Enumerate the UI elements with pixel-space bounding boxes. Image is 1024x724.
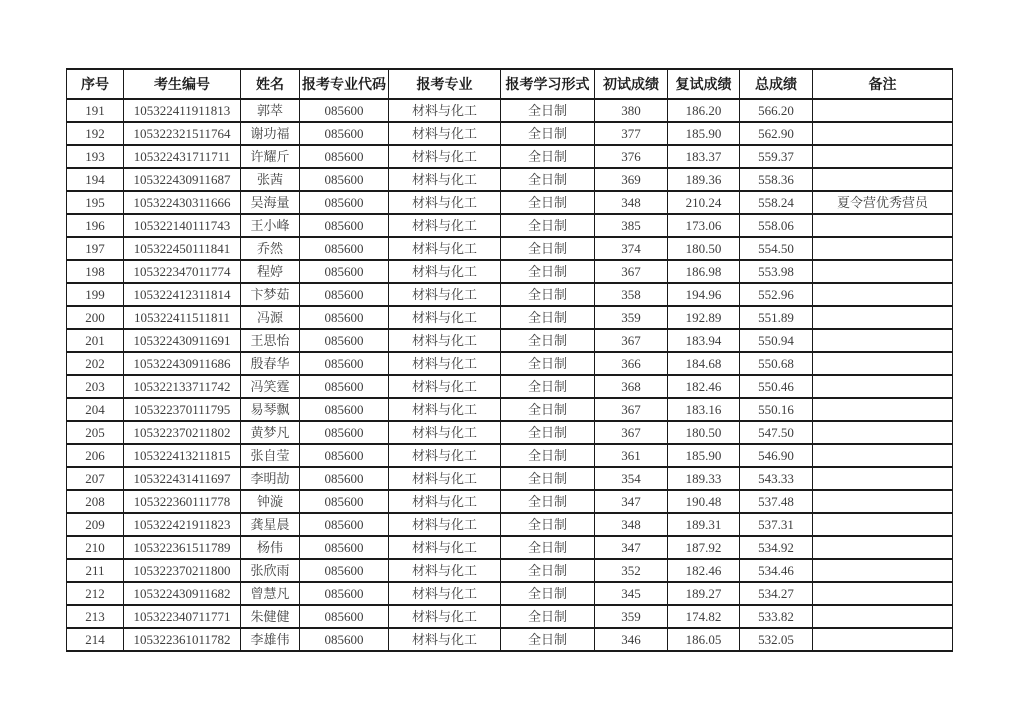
cell-candidate-id: 105322370211800 [124, 559, 241, 582]
cell-study-form: 全日制 [501, 375, 595, 398]
cell-major-code: 085600 [300, 536, 389, 559]
cell-major-code: 085600 [300, 122, 389, 145]
cell-name: 程婷 [241, 260, 300, 283]
cell-candidate-id: 105322140111743 [124, 214, 241, 237]
cell-initial-score: 352 [595, 559, 668, 582]
table-row [67, 145, 953, 168]
cell-major: 材料与化工 [389, 375, 501, 398]
cell-remarks [813, 145, 953, 168]
cell-serial: 203 [67, 375, 124, 398]
cell-total-score: 558.36 [740, 168, 813, 191]
cell-serial: 204 [67, 398, 124, 421]
cell-candidate-id: 105322360111778 [124, 490, 241, 513]
cell-initial-score: 368 [595, 375, 668, 398]
cell-retest-score: 186.98 [668, 260, 740, 283]
cell-initial-score: 367 [595, 329, 668, 352]
cell-study-form: 全日制 [501, 214, 595, 237]
cell-retest-score: 194.96 [668, 283, 740, 306]
table-row [67, 352, 953, 375]
cell-remarks [813, 306, 953, 329]
cell-serial: 209 [67, 513, 124, 536]
cell-total-score: 537.48 [740, 490, 813, 513]
table-row [67, 513, 953, 536]
table-row [67, 191, 953, 214]
cell-major-code: 085600 [300, 260, 389, 283]
cell-serial: 193 [67, 145, 124, 168]
cell-remarks [813, 168, 953, 191]
cell-name: 许耀斤 [241, 145, 300, 168]
cell-initial-score: 367 [595, 260, 668, 283]
cell-remarks [813, 99, 953, 122]
table-row [67, 444, 953, 467]
cell-name: 谢功福 [241, 122, 300, 145]
cell-serial: 210 [67, 536, 124, 559]
cell-initial-score: 369 [595, 168, 668, 191]
cell-name: 李明劼 [241, 467, 300, 490]
cell-total-score: 532.05 [740, 628, 813, 651]
cell-major: 材料与化工 [389, 283, 501, 306]
cell-study-form: 全日制 [501, 513, 595, 536]
cell-serial: 197 [67, 237, 124, 260]
cell-remarks [813, 490, 953, 513]
cell-retest-score: 180.50 [668, 237, 740, 260]
cell-total-score: 552.96 [740, 283, 813, 306]
cell-major: 材料与化工 [389, 99, 501, 122]
cell-serial: 207 [67, 467, 124, 490]
column-header-candidate-id: 考生编号 [124, 69, 241, 99]
cell-retest-score: 180.50 [668, 421, 740, 444]
cell-serial: 201 [67, 329, 124, 352]
cell-serial: 191 [67, 99, 124, 122]
cell-major-code: 085600 [300, 283, 389, 306]
cell-major: 材料与化工 [389, 329, 501, 352]
table-row [67, 260, 953, 283]
cell-serial: 206 [67, 444, 124, 467]
column-header-name: 姓名 [241, 69, 300, 99]
cell-study-form: 全日制 [501, 536, 595, 559]
table-row [67, 329, 953, 352]
cell-candidate-id: 105322431711711 [124, 145, 241, 168]
cell-major: 材料与化工 [389, 467, 501, 490]
cell-candidate-id: 105322412311814 [124, 283, 241, 306]
cell-total-score: 554.50 [740, 237, 813, 260]
cell-total-score: 558.24 [740, 191, 813, 214]
cell-total-score: 551.89 [740, 306, 813, 329]
cell-retest-score: 210.24 [668, 191, 740, 214]
cell-study-form: 全日制 [501, 283, 595, 306]
cell-retest-score: 182.46 [668, 375, 740, 398]
cell-remarks [813, 352, 953, 375]
cell-remarks [813, 398, 953, 421]
cell-serial: 213 [67, 605, 124, 628]
column-header-serial: 序号 [67, 69, 124, 99]
cell-name: 乔然 [241, 237, 300, 260]
cell-major: 材料与化工 [389, 352, 501, 375]
cell-study-form: 全日制 [501, 260, 595, 283]
cell-study-form: 全日制 [501, 628, 595, 651]
cell-retest-score: 182.46 [668, 559, 740, 582]
cell-initial-score: 359 [595, 605, 668, 628]
cell-serial: 196 [67, 214, 124, 237]
cell-major-code: 085600 [300, 467, 389, 490]
cell-total-score: 550.46 [740, 375, 813, 398]
column-header-initial-score: 初试成绩 [595, 69, 668, 99]
cell-candidate-id: 105322430911686 [124, 352, 241, 375]
cell-retest-score: 189.31 [668, 513, 740, 536]
cell-name: 易琴飘 [241, 398, 300, 421]
cell-total-score: 550.16 [740, 398, 813, 421]
table-row [67, 582, 953, 605]
cell-name: 冯笑霆 [241, 375, 300, 398]
cell-major: 材料与化工 [389, 559, 501, 582]
cell-total-score: 566.20 [740, 99, 813, 122]
cell-name: 冯源 [241, 306, 300, 329]
cell-total-score: 543.33 [740, 467, 813, 490]
cell-initial-score: 346 [595, 628, 668, 651]
cell-remarks [813, 260, 953, 283]
cell-major-code: 085600 [300, 559, 389, 582]
cell-serial: 214 [67, 628, 124, 651]
header-row [67, 69, 953, 99]
cell-study-form: 全日制 [501, 237, 595, 260]
cell-initial-score: 348 [595, 191, 668, 214]
cell-candidate-id: 105322347011774 [124, 260, 241, 283]
cell-initial-score: 358 [595, 283, 668, 306]
cell-retest-score: 190.48 [668, 490, 740, 513]
cell-initial-score: 347 [595, 536, 668, 559]
cell-initial-score: 347 [595, 490, 668, 513]
cell-total-score: 537.31 [740, 513, 813, 536]
table-row [67, 490, 953, 513]
cell-remarks [813, 329, 953, 352]
cell-total-score: 534.46 [740, 559, 813, 582]
cell-name: 王小峰 [241, 214, 300, 237]
table-row [67, 168, 953, 191]
cell-retest-score: 187.92 [668, 536, 740, 559]
cell-study-form: 全日制 [501, 122, 595, 145]
cell-major: 材料与化工 [389, 582, 501, 605]
cell-study-form: 全日制 [501, 145, 595, 168]
cell-initial-score: 376 [595, 145, 668, 168]
cell-major: 材料与化工 [389, 513, 501, 536]
cell-total-score: 534.27 [740, 582, 813, 605]
cell-study-form: 全日制 [501, 306, 595, 329]
table-row [67, 214, 953, 237]
cell-name: 钟漩 [241, 490, 300, 513]
cell-initial-score: 374 [595, 237, 668, 260]
cell-study-form: 全日制 [501, 421, 595, 444]
table-row [67, 536, 953, 559]
cell-remarks [813, 283, 953, 306]
cell-name: 张欣雨 [241, 559, 300, 582]
cell-major-code: 085600 [300, 398, 389, 421]
cell-name: 卞梦茹 [241, 283, 300, 306]
cell-initial-score: 377 [595, 122, 668, 145]
cell-major-code: 085600 [300, 375, 389, 398]
table-row [67, 99, 953, 122]
cell-name: 殷春华 [241, 352, 300, 375]
cell-major-code: 085600 [300, 168, 389, 191]
cell-major: 材料与化工 [389, 490, 501, 513]
admission-results-table [66, 68, 953, 652]
cell-candidate-id: 105322413211815 [124, 444, 241, 467]
cell-serial: 212 [67, 582, 124, 605]
table-row [67, 421, 953, 444]
cell-retest-score: 183.94 [668, 329, 740, 352]
cell-major: 材料与化工 [389, 168, 501, 191]
cell-candidate-id: 105322430311666 [124, 191, 241, 214]
cell-retest-score: 186.20 [668, 99, 740, 122]
cell-major: 材料与化工 [389, 605, 501, 628]
cell-remarks [813, 513, 953, 536]
cell-initial-score: 380 [595, 99, 668, 122]
column-header-remarks: 备注 [813, 69, 953, 99]
cell-retest-score: 189.27 [668, 582, 740, 605]
cell-remarks [813, 375, 953, 398]
cell-serial: 192 [67, 122, 124, 145]
cell-study-form: 全日制 [501, 99, 595, 122]
cell-name: 王思怡 [241, 329, 300, 352]
cell-major: 材料与化工 [389, 145, 501, 168]
cell-major: 材料与化工 [389, 191, 501, 214]
cell-total-score: 562.90 [740, 122, 813, 145]
table-row [67, 375, 953, 398]
cell-major: 材料与化工 [389, 421, 501, 444]
cell-name: 张茜 [241, 168, 300, 191]
cell-study-form: 全日制 [501, 444, 595, 467]
cell-candidate-id: 105322430911687 [124, 168, 241, 191]
cell-total-score: 550.68 [740, 352, 813, 375]
cell-major-code: 085600 [300, 582, 389, 605]
cell-major: 材料与化工 [389, 122, 501, 145]
cell-total-score: 550.94 [740, 329, 813, 352]
cell-major: 材料与化工 [389, 536, 501, 559]
column-header-major: 报考专业 [389, 69, 501, 99]
table-row [67, 237, 953, 260]
cell-serial: 205 [67, 421, 124, 444]
cell-major: 材料与化工 [389, 237, 501, 260]
column-header-total-score: 总成绩 [740, 69, 813, 99]
table-row [67, 306, 953, 329]
cell-remarks: 夏令营优秀营员 [813, 191, 953, 214]
cell-retest-score: 173.06 [668, 214, 740, 237]
cell-name: 吴海量 [241, 191, 300, 214]
cell-candidate-id: 105322411511811 [124, 306, 241, 329]
cell-initial-score: 366 [595, 352, 668, 375]
cell-major-code: 085600 [300, 605, 389, 628]
cell-remarks [813, 444, 953, 467]
cell-name: 曾慧凡 [241, 582, 300, 605]
cell-remarks [813, 605, 953, 628]
column-header-study-form: 报考学习形式 [501, 69, 595, 99]
cell-major: 材料与化工 [389, 628, 501, 651]
cell-name: 郭萃 [241, 99, 300, 122]
cell-study-form: 全日制 [501, 559, 595, 582]
cell-serial: 195 [67, 191, 124, 214]
cell-name: 龚星晨 [241, 513, 300, 536]
cell-remarks [813, 559, 953, 582]
cell-retest-score: 186.05 [668, 628, 740, 651]
cell-serial: 202 [67, 352, 124, 375]
cell-major-code: 085600 [300, 628, 389, 651]
cell-major: 材料与化工 [389, 214, 501, 237]
cell-retest-score: 183.37 [668, 145, 740, 168]
cell-study-form: 全日制 [501, 582, 595, 605]
cell-initial-score: 348 [595, 513, 668, 536]
cell-retest-score: 185.90 [668, 444, 740, 467]
cell-candidate-id: 105322340711771 [124, 605, 241, 628]
cell-initial-score: 361 [595, 444, 668, 467]
cell-serial: 199 [67, 283, 124, 306]
cell-retest-score: 174.82 [668, 605, 740, 628]
cell-candidate-id: 105322361511789 [124, 536, 241, 559]
cell-serial: 208 [67, 490, 124, 513]
cell-retest-score: 184.68 [668, 352, 740, 375]
cell-major: 材料与化工 [389, 306, 501, 329]
cell-total-score: 533.82 [740, 605, 813, 628]
cell-total-score: 547.50 [740, 421, 813, 444]
cell-candidate-id: 105322133711742 [124, 375, 241, 398]
cell-serial: 200 [67, 306, 124, 329]
cell-remarks [813, 237, 953, 260]
cell-major: 材料与化工 [389, 398, 501, 421]
cell-retest-score: 189.36 [668, 168, 740, 191]
cell-remarks [813, 536, 953, 559]
cell-study-form: 全日制 [501, 352, 595, 375]
cell-study-form: 全日制 [501, 467, 595, 490]
cell-study-form: 全日制 [501, 605, 595, 628]
cell-name: 朱健健 [241, 605, 300, 628]
cell-name: 张自莹 [241, 444, 300, 467]
cell-major-code: 085600 [300, 145, 389, 168]
cell-remarks [813, 467, 953, 490]
cell-total-score: 558.06 [740, 214, 813, 237]
cell-total-score: 546.90 [740, 444, 813, 467]
cell-remarks [813, 628, 953, 651]
cell-remarks [813, 122, 953, 145]
cell-remarks [813, 214, 953, 237]
cell-name: 黄梦凡 [241, 421, 300, 444]
cell-major-code: 085600 [300, 214, 389, 237]
cell-serial: 211 [67, 559, 124, 582]
cell-initial-score: 367 [595, 421, 668, 444]
cell-total-score: 534.92 [740, 536, 813, 559]
table-row [67, 559, 953, 582]
table-row [67, 398, 953, 421]
cell-major-code: 085600 [300, 421, 389, 444]
cell-major-code: 085600 [300, 306, 389, 329]
column-header-major-code: 报考专业代码 [300, 69, 389, 99]
cell-initial-score: 367 [595, 398, 668, 421]
cell-candidate-id: 105322421911823 [124, 513, 241, 536]
cell-candidate-id: 105322430911682 [124, 582, 241, 605]
cell-retest-score: 185.90 [668, 122, 740, 145]
cell-candidate-id: 105322361011782 [124, 628, 241, 651]
cell-retest-score: 189.33 [668, 467, 740, 490]
table-row [67, 467, 953, 490]
cell-study-form: 全日制 [501, 329, 595, 352]
cell-major-code: 085600 [300, 444, 389, 467]
cell-total-score: 553.98 [740, 260, 813, 283]
cell-initial-score: 359 [595, 306, 668, 329]
cell-remarks [813, 582, 953, 605]
cell-candidate-id: 105322411911813 [124, 99, 241, 122]
cell-major-code: 085600 [300, 329, 389, 352]
cell-remarks [813, 421, 953, 444]
cell-study-form: 全日制 [501, 490, 595, 513]
cell-candidate-id: 105322370111795 [124, 398, 241, 421]
table-row [67, 122, 953, 145]
cell-initial-score: 385 [595, 214, 668, 237]
cell-name: 李雄伟 [241, 628, 300, 651]
cell-major-code: 085600 [300, 490, 389, 513]
cell-major-code: 085600 [300, 352, 389, 375]
cell-retest-score: 183.16 [668, 398, 740, 421]
cell-study-form: 全日制 [501, 191, 595, 214]
cell-initial-score: 345 [595, 582, 668, 605]
cell-candidate-id: 105322430911691 [124, 329, 241, 352]
cell-candidate-id: 105322370211802 [124, 421, 241, 444]
cell-major-code: 085600 [300, 99, 389, 122]
cell-serial: 194 [67, 168, 124, 191]
table-row [67, 628, 953, 651]
cell-name: 杨伟 [241, 536, 300, 559]
cell-candidate-id: 105322431411697 [124, 467, 241, 490]
cell-candidate-id: 105322321511764 [124, 122, 241, 145]
cell-major-code: 085600 [300, 237, 389, 260]
cell-major-code: 085600 [300, 191, 389, 214]
cell-study-form: 全日制 [501, 168, 595, 191]
column-header-retest-score: 复试成绩 [668, 69, 740, 99]
cell-study-form: 全日制 [501, 398, 595, 421]
cell-total-score: 559.37 [740, 145, 813, 168]
cell-retest-score: 192.89 [668, 306, 740, 329]
cell-major: 材料与化工 [389, 260, 501, 283]
cell-initial-score: 354 [595, 467, 668, 490]
table-row [67, 605, 953, 628]
cell-candidate-id: 105322450111841 [124, 237, 241, 260]
table-row [67, 283, 953, 306]
cell-major-code: 085600 [300, 513, 389, 536]
cell-serial: 198 [67, 260, 124, 283]
cell-major: 材料与化工 [389, 444, 501, 467]
